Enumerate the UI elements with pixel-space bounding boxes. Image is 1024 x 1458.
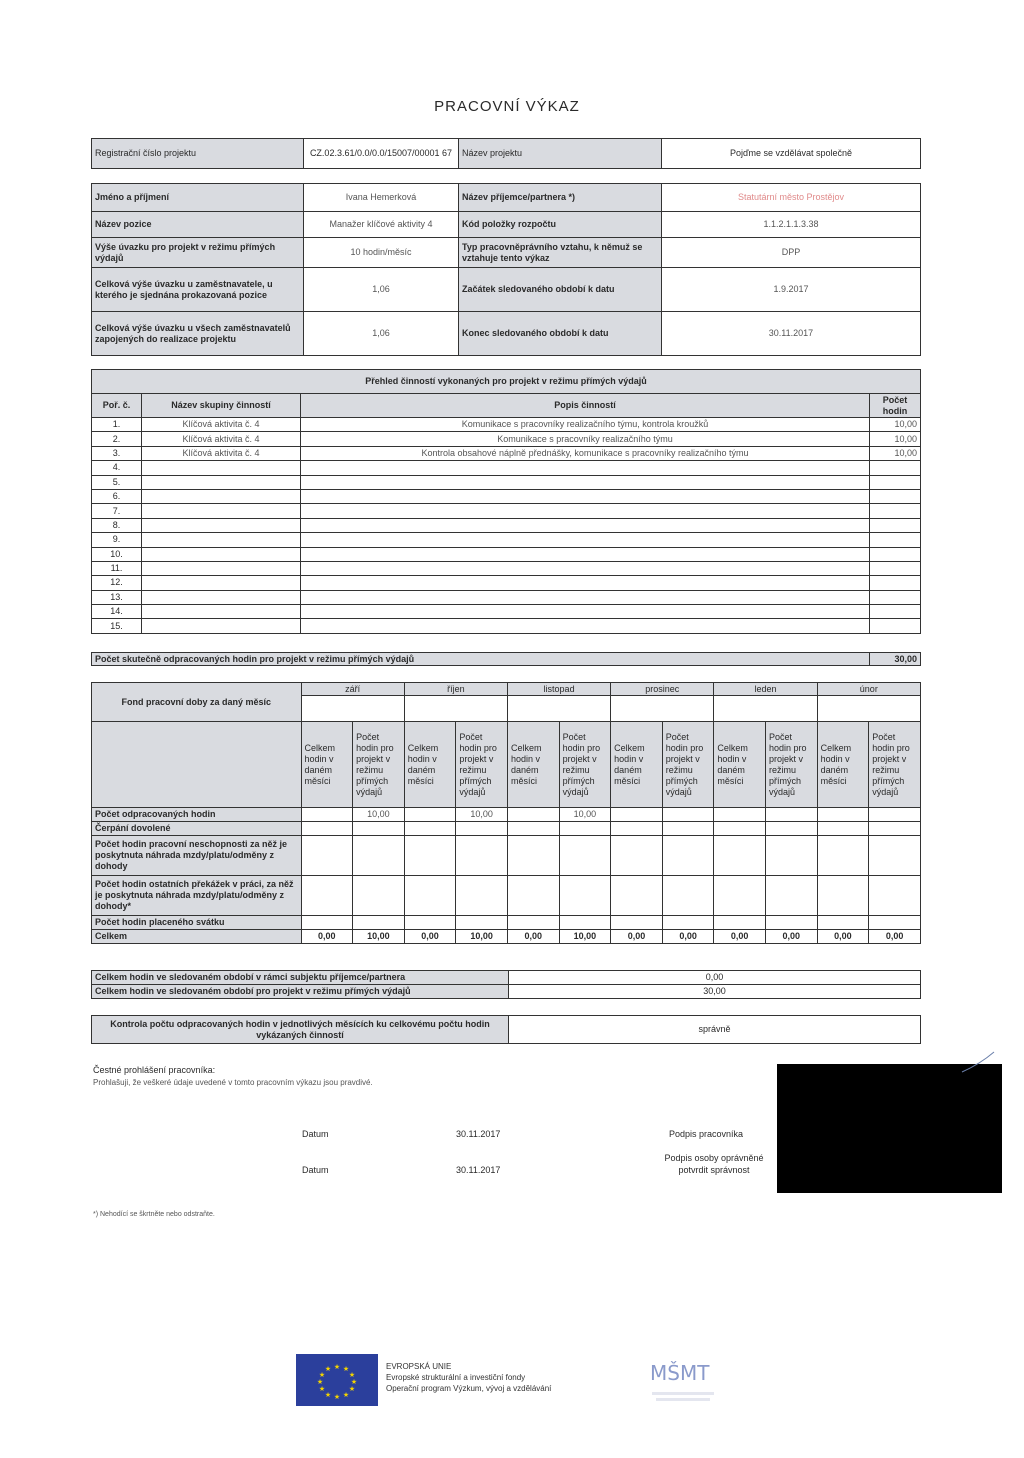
fund-row-label: Počet hodin ostatních překážek v práci, za něž je poskytnuta náhrada mzdy/platu/odměny z dohody*: [92, 876, 302, 916]
activity-hours: [870, 489, 921, 503]
fund-cell: 10,00: [456, 808, 508, 822]
fund-cell: [869, 836, 921, 876]
fund-cell: [559, 822, 611, 836]
fund-cell: [301, 876, 353, 916]
month-header: únor: [817, 683, 920, 696]
fund-cell: 10,00: [353, 808, 405, 822]
activity-row: [92, 504, 921, 518]
fund-cell: [301, 808, 353, 822]
svg-text:★: ★: [316, 1378, 324, 1386]
date-value-2: 30.11.2017: [456, 1165, 501, 1175]
activity-group: [142, 619, 301, 633]
activity-group: Klíčová aktivita č. 4: [142, 418, 301, 432]
svg-text:★: ★: [348, 1385, 356, 1393]
activity-group: [142, 590, 301, 604]
activity-hours: [870, 576, 921, 590]
col-header-desc: Popis činností: [301, 394, 870, 418]
col-header-no: Poř. č.: [92, 394, 142, 418]
activity-row: [92, 475, 921, 489]
fund-row-label: Počet hodin pracovní neschopnosti za něž je poskytnuta náhrada mzdy/platu/odměny z dohody: [92, 836, 302, 876]
tick-mark-icon: [960, 1048, 1000, 1074]
activity-group: [142, 489, 301, 503]
fund-cell: [353, 916, 405, 930]
eu-logo-line2: Evropské strukturální a investiční fondy: [386, 1373, 526, 1382]
fund-cell: [404, 916, 456, 930]
fund-cell: [714, 822, 766, 836]
redacted-signature-area: [777, 1064, 1002, 1193]
declaration-text: Prohlašuji, že veškeré údaje uvedené v tomto pracovním výkazu jsou pravdivé.: [93, 1078, 373, 1087]
row-number: 14.: [92, 605, 142, 619]
activity-description: [301, 489, 870, 503]
total-month-hours-header: Celkem hodin v daném měsíci: [817, 722, 869, 808]
fund-cell: [456, 822, 508, 836]
fund-cell: 0,00: [611, 930, 663, 944]
fund-cell: [559, 836, 611, 876]
activity-description: Komunikace s pracovníky realizačního týmu, kontrola kroužků: [301, 418, 870, 432]
project-hours-header: Počet hodin pro projekt v režimu přímých výdajů: [662, 722, 714, 808]
fund-cell: 10,00: [559, 930, 611, 944]
control-value: správně: [509, 1016, 921, 1044]
fund-cell: [456, 916, 508, 930]
activity-hours: 10,00: [870, 432, 921, 446]
info-label: Kód položky rozpočtu: [459, 212, 662, 238]
info-label: Konec sledovaného období k datu: [459, 312, 662, 356]
fund-cell: [353, 836, 405, 876]
row-number: 9.: [92, 533, 142, 547]
fund-cell: 0,00: [869, 930, 921, 944]
activities-title: Přehled činností vykonaných pro projekt v režimu přímých výdajů: [92, 370, 921, 394]
fund-cell: [817, 876, 869, 916]
date-label-2: Datum: [302, 1165, 329, 1175]
fund-cell: [766, 876, 818, 916]
activity-group: [142, 605, 301, 619]
activity-group: [142, 533, 301, 547]
fund-cell: [662, 808, 714, 822]
fund-cell: [507, 808, 559, 822]
fund-cell: [353, 822, 405, 836]
declaration-title: Čestné prohlášení pracovníka:: [93, 1065, 216, 1075]
fund-cell: [662, 822, 714, 836]
activity-description: [301, 605, 870, 619]
control-table: [91, 1015, 921, 1044]
activity-row: [92, 432, 921, 446]
project-hours-header: Počet hodin pro projekt v režimu přímých výdajů: [766, 722, 818, 808]
fund-row-label: Celkem: [92, 930, 302, 944]
activity-row: [92, 446, 921, 460]
fund-cell: [404, 822, 456, 836]
fund-cell: [507, 916, 559, 930]
activity-row: [92, 576, 921, 590]
activity-description: [301, 475, 870, 489]
fund-cell: [611, 876, 663, 916]
activity-row: [92, 418, 921, 432]
activity-group: [142, 461, 301, 475]
fund-cell: [611, 836, 663, 876]
info-value: Ivana Hemerková: [304, 184, 459, 212]
activity-hours: [870, 461, 921, 475]
activity-row: [92, 561, 921, 575]
svg-text:★: ★: [350, 1378, 358, 1386]
summary-label: Celkem hodin ve sledovaném období pro projekt v režimu přímých výdajů: [92, 985, 509, 999]
info-value: DPP: [662, 238, 921, 268]
fund-cell: [611, 822, 663, 836]
activity-description: [301, 518, 870, 532]
activity-hours: [870, 475, 921, 489]
fund-cell: [301, 916, 353, 930]
row-number: 11.: [92, 561, 142, 575]
info-label: Jméno a příjmení: [92, 184, 304, 212]
info-value: 10 hodin/měsíc: [304, 238, 459, 268]
row-number: 1.: [92, 418, 142, 432]
info-value: 1.9.2017: [662, 268, 921, 312]
total-month-hours-header: Celkem hodin v daném měsíci: [714, 722, 766, 808]
authorized-signature-label: Podpis osoby oprávněné potvrdit správnost: [664, 1153, 764, 1175]
summary-label: Celkem hodin ve sledovaném období v rámci subjektu příjemce/partnera: [92, 971, 509, 985]
total-month-hours-header: Celkem hodin v daném měsíci: [507, 722, 559, 808]
reg-number-label: Registrační číslo projektu: [92, 139, 304, 169]
total-month-hours-header: Celkem hodin v daném měsíci: [301, 722, 353, 808]
info-label: Výše úvazku pro projekt v režimu přímých výdajů: [92, 238, 304, 268]
fund-cell: [766, 822, 818, 836]
svg-text:★: ★: [333, 1393, 341, 1401]
fund-cell: [817, 808, 869, 822]
fund-cell: 0,00: [507, 930, 559, 944]
activity-group: [142, 518, 301, 532]
page-title: PRACOVNÍ VÝKAZ: [434, 98, 580, 115]
fund-row-label: Počet hodin placeného svátku: [92, 916, 302, 930]
activity-group: [142, 547, 301, 561]
activity-hours: [870, 518, 921, 532]
fund-row: [92, 836, 921, 876]
info-value: 30.11.2017: [662, 312, 921, 356]
activity-row: [92, 533, 921, 547]
row-number: 4.: [92, 461, 142, 475]
activity-group: Klíčová aktivita č. 4: [142, 446, 301, 460]
fund-cell: [714, 876, 766, 916]
month-header: září: [301, 683, 404, 696]
activity-description: [301, 561, 870, 575]
eu-logo-line3: Operační program Výzkum, vývoj a vzdělávání: [386, 1384, 552, 1393]
info-value: 1,06: [304, 312, 459, 356]
row-number: 13.: [92, 590, 142, 604]
fund-cell: [817, 836, 869, 876]
svg-text:★: ★: [324, 1365, 332, 1373]
project-name-label: Název projektu: [459, 139, 662, 169]
fund-cell: [611, 916, 663, 930]
fund-cell: [662, 916, 714, 930]
fund-cell: 0,00: [817, 930, 869, 944]
col-header-group: Název skupiny činností: [142, 394, 301, 418]
fund-cell: [611, 808, 663, 822]
fund-cell: 10,00: [559, 808, 611, 822]
activity-row: [92, 605, 921, 619]
fund-cell: [869, 876, 921, 916]
fund-cell: 10,00: [456, 930, 508, 944]
month-header: listopad: [507, 683, 610, 696]
activity-description: [301, 590, 870, 604]
fund-cell: [301, 822, 353, 836]
row-number: 15.: [92, 619, 142, 633]
fund-cell: [559, 876, 611, 916]
fund-row-label: Počet odpracovaných hodin: [92, 808, 302, 822]
row-number: 12.: [92, 576, 142, 590]
info-label: Celková výše úvazku u všech zaměstnavatelů zapojených do realizace projektu: [92, 312, 304, 356]
activity-group: [142, 561, 301, 575]
info-value: 1,06: [304, 268, 459, 312]
recipient-value: Statutární město Prostějov: [662, 184, 921, 212]
project-name-value: Pojďme se vzdělávat společně: [662, 139, 921, 169]
msmt-logo: [644, 1352, 724, 1408]
fund-cell: [507, 876, 559, 916]
row-number: 6.: [92, 489, 142, 503]
reg-number-value: CZ.02.3.61/0.0/0.0/15007/00001 67: [304, 139, 459, 169]
month-header: prosinec: [611, 683, 714, 696]
row-number: 7.: [92, 504, 142, 518]
fund-cell: [353, 876, 405, 916]
activity-description: [301, 576, 870, 590]
activity-description: [301, 504, 870, 518]
svg-text:★: ★: [324, 1391, 332, 1399]
activity-row: [92, 590, 921, 604]
activity-group: Klíčová aktivita č. 4: [142, 432, 301, 446]
svg-text:★: ★: [342, 1365, 350, 1373]
svg-text:★: ★: [333, 1363, 341, 1371]
total-month-hours-header: Celkem hodin v daném měsíci: [611, 722, 663, 808]
activity-description: Kontrola obsahové náplně přednášky, komunikace s pracovníky realizačního týmu: [301, 446, 870, 460]
row-number: 2.: [92, 432, 142, 446]
fund-cell: 0,00: [301, 930, 353, 944]
activity-hours: 10,00: [870, 418, 921, 432]
info-value: 1.1.2.1.1.3.38: [662, 212, 921, 238]
svg-text:★: ★: [318, 1371, 326, 1379]
summary-value: 30,00: [509, 985, 921, 999]
fund-cell: [301, 836, 353, 876]
activity-group: [142, 576, 301, 590]
activity-hours: [870, 605, 921, 619]
fund-cell: [507, 822, 559, 836]
fund-cell: [869, 822, 921, 836]
activity-hours: [870, 547, 921, 561]
fund-row: [92, 822, 921, 836]
project-hours-header: Počet hodin pro projekt v režimu přímých výdajů: [353, 722, 405, 808]
activity-hours: 10,00: [870, 446, 921, 460]
activity-hours: [870, 561, 921, 575]
fund-cell: [714, 916, 766, 930]
summary-value: 0,00: [509, 971, 921, 985]
activity-row: [92, 461, 921, 475]
activity-description: [301, 619, 870, 633]
fund-cell: [869, 916, 921, 930]
activity-description: [301, 461, 870, 475]
fund-subheader-empty: [92, 722, 302, 808]
activity-hours: [870, 619, 921, 633]
fund-cell: [662, 876, 714, 916]
summary-table: [91, 970, 921, 999]
info-label: Název pozice: [92, 212, 304, 238]
fund-cell: [456, 836, 508, 876]
fund-cell: [766, 808, 818, 822]
svg-text:★: ★: [348, 1371, 356, 1379]
activity-group: [142, 475, 301, 489]
info-label: Celková výše úvazku u zaměstnavatele, u kterého je sjednána prokazovaná pozice: [92, 268, 304, 312]
fund-cell: 10,00: [353, 930, 405, 944]
fund-cell: [404, 876, 456, 916]
info-label: Začátek sledovaného období k datu: [459, 268, 662, 312]
fund-cell: [817, 822, 869, 836]
row-number: 10.: [92, 547, 142, 561]
activity-row: [92, 547, 921, 561]
total-month-hours-header: Celkem hodin v daném měsíci: [404, 722, 456, 808]
employee-info-table: [91, 183, 921, 356]
fund-cell: [714, 808, 766, 822]
svg-text:★: ★: [318, 1385, 326, 1393]
project-hours-header: Počet hodin pro projekt v režimu přímých výdajů: [869, 722, 921, 808]
eu-logo-line1: EVROPSKÁ UNIE: [386, 1362, 452, 1371]
date-label-1: Datum: [302, 1129, 329, 1139]
fund-cell: [507, 836, 559, 876]
activity-hours: [870, 533, 921, 547]
activity-row: [92, 619, 921, 633]
total-hours-label: Počet skutečně odpracovaných hodin pro projekt v režimu přímých výdajů: [92, 653, 870, 666]
fund-row-label: Čerpání dovolené: [92, 822, 302, 836]
activities-table: [91, 369, 921, 634]
fund-label: Fond pracovní doby za daný měsíc: [92, 683, 302, 722]
fund-cell: [817, 916, 869, 930]
activity-row: [92, 489, 921, 503]
info-label: Název příjemce/partnera *): [459, 184, 662, 212]
fund-cell: [766, 916, 818, 930]
activity-group: [142, 504, 301, 518]
total-hours-table: [91, 652, 921, 666]
month-header: leden: [714, 683, 817, 696]
activity-hours: [870, 590, 921, 604]
row-number: 8.: [92, 518, 142, 532]
month-header: říjen: [404, 683, 507, 696]
fund-cell: 0,00: [766, 930, 818, 944]
fund-row: [92, 876, 921, 916]
fund-cell: [404, 836, 456, 876]
info-label: Typ pracovněprávního vztahu, k němuž se vztahuje tento výkaz: [459, 238, 662, 268]
fund-cell: [714, 836, 766, 876]
control-label: Kontrola počtu odpracovaných hodin v jednotlivých měsících ku celkovému počtu hodin vykázaných činností: [92, 1016, 509, 1044]
col-header-hours: Počet hodin: [870, 394, 921, 418]
worker-signature-label: Podpis pracovníka: [669, 1129, 744, 1139]
info-value: Manažer klíčové aktivity 4: [304, 212, 459, 238]
msmt-logo-text: MŠMT: [650, 1361, 710, 1385]
fund-row: [92, 930, 921, 944]
fund-table: [91, 682, 921, 944]
fund-cell: [766, 836, 818, 876]
project-hours-header: Počet hodin pro projekt v režimu přímých výdajů: [456, 722, 508, 808]
fund-cell: [662, 836, 714, 876]
fund-cell: [869, 808, 921, 822]
footnote: *) Nehodící se škrtněte nebo odstraňte.: [93, 1211, 215, 1218]
fund-cell: 0,00: [404, 930, 456, 944]
project-header-table: [91, 138, 921, 169]
activity-row: [92, 518, 921, 532]
fund-row: [92, 808, 921, 822]
fund-cell: 0,00: [662, 930, 714, 944]
activity-description: [301, 547, 870, 561]
row-number: 5.: [92, 475, 142, 489]
eu-stars-icon: [296, 1354, 378, 1406]
fund-cell: [404, 808, 456, 822]
svg-text:★: ★: [342, 1391, 350, 1399]
fund-row: [92, 916, 921, 930]
date-value-1: 30.11.2017: [456, 1129, 501, 1139]
eu-flag-logo: [296, 1354, 378, 1406]
fund-cell: [456, 876, 508, 916]
activity-hours: [870, 504, 921, 518]
row-number: 3.: [92, 446, 142, 460]
fund-cell: [559, 916, 611, 930]
total-hours-value: 30,00: [870, 653, 921, 666]
fund-cell: 0,00: [714, 930, 766, 944]
project-hours-header: Počet hodin pro projekt v režimu přímých výdajů: [559, 722, 611, 808]
activity-description: Komunikace s pracovníky realizačního týmu: [301, 432, 870, 446]
activity-description: [301, 533, 870, 547]
